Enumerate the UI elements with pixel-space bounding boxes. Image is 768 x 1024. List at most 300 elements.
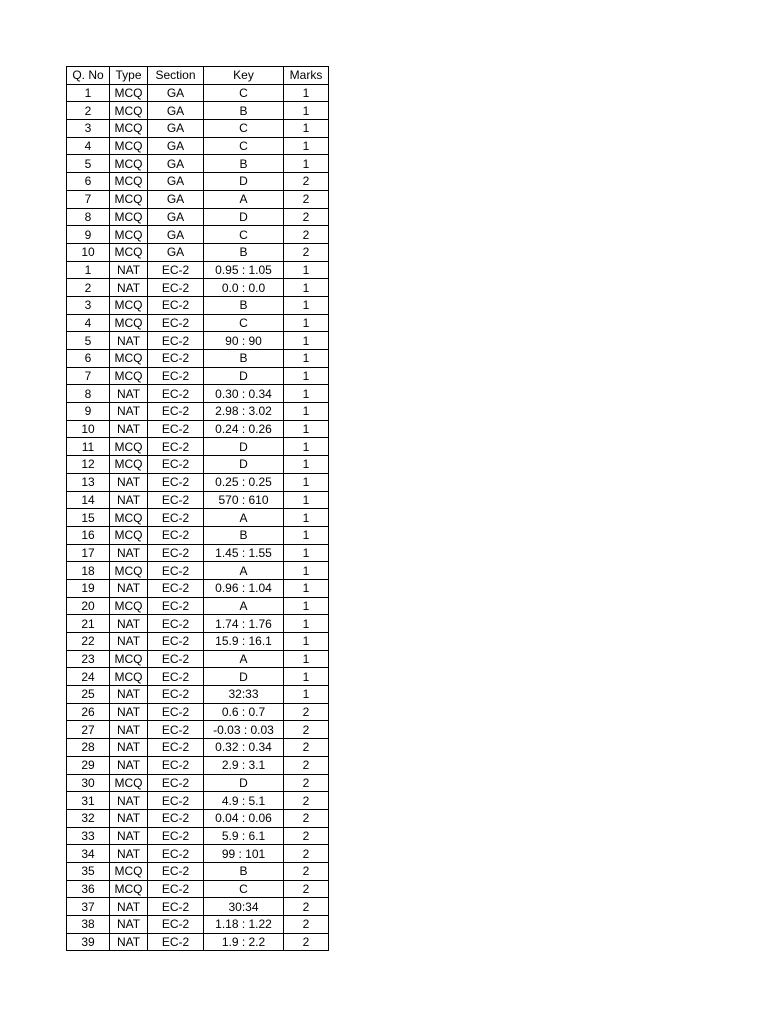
cell-key: 4.9 : 5.1 bbox=[204, 792, 284, 810]
cell-marks: 2 bbox=[284, 739, 329, 757]
cell-qno: 33 bbox=[67, 827, 110, 845]
cell-qno: 16 bbox=[67, 526, 110, 544]
cell-type: MCQ bbox=[110, 102, 148, 120]
table-row bbox=[67, 420, 329, 438]
cell-key: B bbox=[204, 526, 284, 544]
cell-type: MCQ bbox=[110, 226, 148, 244]
cell-type: MCQ bbox=[110, 862, 148, 880]
cell-key: 0.24 : 0.26 bbox=[204, 420, 284, 438]
cell-marks: 1 bbox=[284, 526, 329, 544]
header-type: Type bbox=[110, 67, 148, 85]
cell-key: C bbox=[204, 137, 284, 155]
cell-section: GA bbox=[148, 120, 204, 138]
table-row bbox=[67, 703, 329, 721]
header-qno: Q. No bbox=[67, 67, 110, 85]
cell-section: EC-2 bbox=[148, 827, 204, 845]
table-row bbox=[67, 862, 329, 880]
cell-type: MCQ bbox=[110, 456, 148, 474]
cell-marks: 2 bbox=[284, 226, 329, 244]
table-body bbox=[67, 84, 329, 951]
cell-type: MCQ bbox=[110, 296, 148, 314]
cell-type: NAT bbox=[110, 898, 148, 916]
cell-marks: 2 bbox=[284, 845, 329, 863]
cell-qno: 4 bbox=[67, 137, 110, 155]
cell-type: NAT bbox=[110, 633, 148, 651]
table-row bbox=[67, 579, 329, 597]
table-row bbox=[67, 880, 329, 898]
cell-section: EC-2 bbox=[148, 721, 204, 739]
table-row bbox=[67, 491, 329, 509]
cell-section: EC-2 bbox=[148, 509, 204, 527]
cell-section: EC-2 bbox=[148, 774, 204, 792]
cell-marks: 1 bbox=[284, 650, 329, 668]
cell-marks: 2 bbox=[284, 862, 329, 880]
cell-marks: 1 bbox=[284, 102, 329, 120]
cell-key: 0.6 : 0.7 bbox=[204, 703, 284, 721]
cell-marks: 1 bbox=[284, 296, 329, 314]
cell-type: MCQ bbox=[110, 173, 148, 191]
cell-type: NAT bbox=[110, 756, 148, 774]
cell-qno: 10 bbox=[67, 243, 110, 261]
cell-section: EC-2 bbox=[148, 739, 204, 757]
cell-key: 15.9 : 16.1 bbox=[204, 633, 284, 651]
cell-type: NAT bbox=[110, 261, 148, 279]
cell-section: EC-2 bbox=[148, 809, 204, 827]
cell-key: 1.74 : 1.76 bbox=[204, 615, 284, 633]
table-row bbox=[67, 615, 329, 633]
cell-section: GA bbox=[148, 226, 204, 244]
table-row bbox=[67, 314, 329, 332]
cell-key: D bbox=[204, 456, 284, 474]
cell-section: EC-2 bbox=[148, 350, 204, 368]
cell-marks: 1 bbox=[284, 633, 329, 651]
table-row bbox=[67, 190, 329, 208]
cell-type: NAT bbox=[110, 420, 148, 438]
table-row bbox=[67, 137, 329, 155]
cell-section: EC-2 bbox=[148, 668, 204, 686]
header-key: Key bbox=[204, 67, 284, 85]
cell-section: EC-2 bbox=[148, 862, 204, 880]
cell-qno: 24 bbox=[67, 668, 110, 686]
cell-key: 0.96 : 1.04 bbox=[204, 579, 284, 597]
cell-qno: 39 bbox=[67, 933, 110, 951]
table-row bbox=[67, 792, 329, 810]
table-row bbox=[67, 385, 329, 403]
cell-type: MCQ bbox=[110, 243, 148, 261]
cell-key: D bbox=[204, 438, 284, 456]
cell-type: MCQ bbox=[110, 650, 148, 668]
cell-marks: 1 bbox=[284, 314, 329, 332]
cell-qno: 31 bbox=[67, 792, 110, 810]
cell-type: NAT bbox=[110, 933, 148, 951]
cell-key: A bbox=[204, 597, 284, 615]
cell-key: 0.25 : 0.25 bbox=[204, 473, 284, 491]
cell-marks: 2 bbox=[284, 243, 329, 261]
table-row bbox=[67, 774, 329, 792]
cell-section: EC-2 bbox=[148, 792, 204, 810]
cell-marks: 1 bbox=[284, 403, 329, 421]
cell-marks: 1 bbox=[284, 84, 329, 102]
cell-qno: 9 bbox=[67, 226, 110, 244]
cell-qno: 15 bbox=[67, 509, 110, 527]
cell-marks: 2 bbox=[284, 880, 329, 898]
cell-qno: 6 bbox=[67, 173, 110, 191]
cell-type: NAT bbox=[110, 827, 148, 845]
cell-qno: 10 bbox=[67, 420, 110, 438]
cell-type: MCQ bbox=[110, 562, 148, 580]
table-row bbox=[67, 898, 329, 916]
cell-type: MCQ bbox=[110, 84, 148, 102]
cell-key: 1.9 : 2.2 bbox=[204, 933, 284, 951]
cell-section: EC-2 bbox=[148, 633, 204, 651]
cell-qno: 18 bbox=[67, 562, 110, 580]
cell-type: NAT bbox=[110, 845, 148, 863]
cell-marks: 1 bbox=[284, 597, 329, 615]
cell-key: -0.03 : 0.03 bbox=[204, 721, 284, 739]
table-row bbox=[67, 173, 329, 191]
cell-marks: 2 bbox=[284, 721, 329, 739]
cell-section: GA bbox=[148, 208, 204, 226]
cell-section: EC-2 bbox=[148, 916, 204, 934]
cell-type: NAT bbox=[110, 403, 148, 421]
cell-type: MCQ bbox=[110, 668, 148, 686]
cell-key: C bbox=[204, 226, 284, 244]
cell-marks: 1 bbox=[284, 686, 329, 704]
table-row bbox=[67, 403, 329, 421]
cell-qno: 17 bbox=[67, 544, 110, 562]
table-row bbox=[67, 916, 329, 934]
cell-section: EC-2 bbox=[148, 615, 204, 633]
cell-marks: 1 bbox=[284, 509, 329, 527]
cell-type: NAT bbox=[110, 739, 148, 757]
cell-marks: 1 bbox=[284, 615, 329, 633]
cell-qno: 4 bbox=[67, 314, 110, 332]
table-row bbox=[67, 438, 329, 456]
cell-type: NAT bbox=[110, 615, 148, 633]
cell-key: D bbox=[204, 668, 284, 686]
cell-key: C bbox=[204, 880, 284, 898]
table-row bbox=[67, 933, 329, 951]
cell-marks: 2 bbox=[284, 173, 329, 191]
cell-key: D bbox=[204, 173, 284, 191]
table-row bbox=[67, 827, 329, 845]
header-marks: Marks bbox=[284, 67, 329, 85]
cell-marks: 1 bbox=[284, 668, 329, 686]
cell-section: GA bbox=[148, 84, 204, 102]
table-row bbox=[67, 296, 329, 314]
table-row bbox=[67, 84, 329, 102]
cell-section: EC-2 bbox=[148, 686, 204, 704]
table-row bbox=[67, 509, 329, 527]
cell-key: A bbox=[204, 562, 284, 580]
cell-qno: 11 bbox=[67, 438, 110, 456]
table-row bbox=[67, 102, 329, 120]
cell-qno: 38 bbox=[67, 916, 110, 934]
cell-key: 0.32 : 0.34 bbox=[204, 739, 284, 757]
cell-type: NAT bbox=[110, 332, 148, 350]
cell-type: NAT bbox=[110, 544, 148, 562]
cell-section: GA bbox=[148, 155, 204, 173]
cell-marks: 1 bbox=[284, 137, 329, 155]
table-row bbox=[67, 473, 329, 491]
cell-section: EC-2 bbox=[148, 880, 204, 898]
cell-type: MCQ bbox=[110, 314, 148, 332]
table-row bbox=[67, 350, 329, 368]
table-row bbox=[67, 739, 329, 757]
cell-key: B bbox=[204, 862, 284, 880]
cell-qno: 3 bbox=[67, 296, 110, 314]
cell-qno: 37 bbox=[67, 898, 110, 916]
cell-type: NAT bbox=[110, 809, 148, 827]
cell-type: MCQ bbox=[110, 597, 148, 615]
cell-marks: 2 bbox=[284, 703, 329, 721]
cell-type: NAT bbox=[110, 579, 148, 597]
cell-section: EC-2 bbox=[148, 473, 204, 491]
cell-type: MCQ bbox=[110, 526, 148, 544]
cell-marks: 2 bbox=[284, 916, 329, 934]
cell-key: 0.0 : 0.0 bbox=[204, 279, 284, 297]
cell-type: NAT bbox=[110, 279, 148, 297]
cell-marks: 2 bbox=[284, 774, 329, 792]
cell-section: EC-2 bbox=[148, 597, 204, 615]
cell-qno: 27 bbox=[67, 721, 110, 739]
cell-qno: 5 bbox=[67, 155, 110, 173]
cell-section: EC-2 bbox=[148, 456, 204, 474]
cell-qno: 23 bbox=[67, 650, 110, 668]
cell-section: EC-2 bbox=[148, 526, 204, 544]
cell-qno: 13 bbox=[67, 473, 110, 491]
cell-key: D bbox=[204, 367, 284, 385]
cell-type: MCQ bbox=[110, 880, 148, 898]
cell-qno: 2 bbox=[67, 279, 110, 297]
cell-type: MCQ bbox=[110, 208, 148, 226]
cell-section: EC-2 bbox=[148, 403, 204, 421]
cell-qno: 30 bbox=[67, 774, 110, 792]
cell-section: EC-2 bbox=[148, 845, 204, 863]
cell-type: NAT bbox=[110, 491, 148, 509]
cell-section: EC-2 bbox=[148, 491, 204, 509]
table-row bbox=[67, 721, 329, 739]
cell-key: D bbox=[204, 208, 284, 226]
table-row bbox=[67, 226, 329, 244]
cell-qno: 34 bbox=[67, 845, 110, 863]
cell-marks: 1 bbox=[284, 385, 329, 403]
cell-key: 32:33 bbox=[204, 686, 284, 704]
table-row bbox=[67, 261, 329, 279]
table-row bbox=[67, 526, 329, 544]
cell-section: GA bbox=[148, 137, 204, 155]
cell-key: A bbox=[204, 190, 284, 208]
cell-key: 570 : 610 bbox=[204, 491, 284, 509]
table-row bbox=[67, 367, 329, 385]
table-row bbox=[67, 668, 329, 686]
cell-qno: 36 bbox=[67, 880, 110, 898]
cell-qno: 7 bbox=[67, 367, 110, 385]
cell-type: NAT bbox=[110, 473, 148, 491]
cell-type: NAT bbox=[110, 792, 148, 810]
table-row bbox=[67, 243, 329, 261]
cell-type: MCQ bbox=[110, 438, 148, 456]
cell-qno: 32 bbox=[67, 809, 110, 827]
table-row bbox=[67, 845, 329, 863]
cell-qno: 8 bbox=[67, 385, 110, 403]
cell-qno: 12 bbox=[67, 456, 110, 474]
cell-key: A bbox=[204, 509, 284, 527]
cell-marks: 2 bbox=[284, 756, 329, 774]
table-row bbox=[67, 456, 329, 474]
cell-qno: 29 bbox=[67, 756, 110, 774]
cell-marks: 2 bbox=[284, 190, 329, 208]
cell-section: EC-2 bbox=[148, 314, 204, 332]
cell-section: GA bbox=[148, 243, 204, 261]
table-row bbox=[67, 208, 329, 226]
cell-marks: 1 bbox=[284, 438, 329, 456]
cell-key: C bbox=[204, 84, 284, 102]
cell-section: GA bbox=[148, 102, 204, 120]
table-row bbox=[67, 756, 329, 774]
table-row bbox=[67, 686, 329, 704]
table-row bbox=[67, 155, 329, 173]
cell-qno: 20 bbox=[67, 597, 110, 615]
table-row bbox=[67, 120, 329, 138]
cell-qno: 25 bbox=[67, 686, 110, 704]
cell-qno: 7 bbox=[67, 190, 110, 208]
cell-marks: 1 bbox=[284, 473, 329, 491]
cell-section: EC-2 bbox=[148, 756, 204, 774]
cell-section: GA bbox=[148, 190, 204, 208]
cell-key: 5.9 : 6.1 bbox=[204, 827, 284, 845]
table-row bbox=[67, 633, 329, 651]
cell-section: EC-2 bbox=[148, 438, 204, 456]
cell-marks: 1 bbox=[284, 155, 329, 173]
table-row bbox=[67, 650, 329, 668]
cell-marks: 1 bbox=[284, 456, 329, 474]
cell-section: EC-2 bbox=[148, 579, 204, 597]
table-row bbox=[67, 597, 329, 615]
cell-qno: 2 bbox=[67, 102, 110, 120]
cell-key: B bbox=[204, 350, 284, 368]
cell-qno: 5 bbox=[67, 332, 110, 350]
cell-key: 2.98 : 3.02 bbox=[204, 403, 284, 421]
cell-marks: 2 bbox=[284, 809, 329, 827]
cell-section: EC-2 bbox=[148, 562, 204, 580]
cell-section: GA bbox=[148, 173, 204, 191]
cell-key: 1.45 : 1.55 bbox=[204, 544, 284, 562]
table-row bbox=[67, 809, 329, 827]
cell-type: MCQ bbox=[110, 350, 148, 368]
cell-marks: 1 bbox=[284, 367, 329, 385]
cell-key: B bbox=[204, 296, 284, 314]
cell-qno: 28 bbox=[67, 739, 110, 757]
cell-section: EC-2 bbox=[148, 296, 204, 314]
cell-qno: 8 bbox=[67, 208, 110, 226]
cell-marks: 2 bbox=[284, 898, 329, 916]
cell-marks: 2 bbox=[284, 827, 329, 845]
cell-qno: 1 bbox=[67, 261, 110, 279]
cell-qno: 22 bbox=[67, 633, 110, 651]
cell-type: MCQ bbox=[110, 509, 148, 527]
cell-marks: 1 bbox=[284, 120, 329, 138]
cell-type: MCQ bbox=[110, 155, 148, 173]
cell-marks: 1 bbox=[284, 562, 329, 580]
cell-key: B bbox=[204, 243, 284, 261]
cell-qno: 14 bbox=[67, 491, 110, 509]
cell-key: 2.9 : 3.1 bbox=[204, 756, 284, 774]
cell-section: EC-2 bbox=[148, 261, 204, 279]
cell-type: MCQ bbox=[110, 367, 148, 385]
cell-marks: 1 bbox=[284, 491, 329, 509]
cell-section: EC-2 bbox=[148, 367, 204, 385]
cell-qno: 9 bbox=[67, 403, 110, 421]
cell-key: 0.30 : 0.34 bbox=[204, 385, 284, 403]
cell-type: MCQ bbox=[110, 137, 148, 155]
cell-section: EC-2 bbox=[148, 544, 204, 562]
cell-marks: 1 bbox=[284, 420, 329, 438]
cell-section: EC-2 bbox=[148, 279, 204, 297]
cell-qno: 19 bbox=[67, 579, 110, 597]
cell-qno: 3 bbox=[67, 120, 110, 138]
cell-qno: 21 bbox=[67, 615, 110, 633]
cell-qno: 1 bbox=[67, 84, 110, 102]
cell-key: 1.18 : 1.22 bbox=[204, 916, 284, 934]
table-row bbox=[67, 332, 329, 350]
cell-key: 0.95 : 1.05 bbox=[204, 261, 284, 279]
cell-marks: 1 bbox=[284, 332, 329, 350]
cell-marks: 2 bbox=[284, 792, 329, 810]
cell-section: EC-2 bbox=[148, 650, 204, 668]
cell-marks: 1 bbox=[284, 544, 329, 562]
cell-marks: 2 bbox=[284, 933, 329, 951]
cell-type: NAT bbox=[110, 686, 148, 704]
header-section: Section bbox=[148, 67, 204, 85]
answer-key-table bbox=[66, 66, 329, 951]
table-row bbox=[67, 279, 329, 297]
cell-qno: 26 bbox=[67, 703, 110, 721]
cell-key: 90 : 90 bbox=[204, 332, 284, 350]
cell-qno: 35 bbox=[67, 862, 110, 880]
cell-type: MCQ bbox=[110, 774, 148, 792]
cell-type: MCQ bbox=[110, 120, 148, 138]
cell-section: EC-2 bbox=[148, 420, 204, 438]
cell-marks: 1 bbox=[284, 261, 329, 279]
cell-key: 0.04 : 0.06 bbox=[204, 809, 284, 827]
cell-marks: 1 bbox=[284, 350, 329, 368]
cell-type: NAT bbox=[110, 703, 148, 721]
cell-section: EC-2 bbox=[148, 898, 204, 916]
table-row bbox=[67, 544, 329, 562]
cell-type: MCQ bbox=[110, 190, 148, 208]
cell-key: 99 : 101 bbox=[204, 845, 284, 863]
cell-section: EC-2 bbox=[148, 933, 204, 951]
cell-key: C bbox=[204, 314, 284, 332]
cell-marks: 1 bbox=[284, 579, 329, 597]
cell-qno: 6 bbox=[67, 350, 110, 368]
cell-marks: 1 bbox=[284, 279, 329, 297]
cell-section: EC-2 bbox=[148, 385, 204, 403]
cell-type: NAT bbox=[110, 385, 148, 403]
cell-key: C bbox=[204, 120, 284, 138]
cell-marks: 2 bbox=[284, 208, 329, 226]
cell-section: EC-2 bbox=[148, 703, 204, 721]
table-header-row bbox=[67, 67, 329, 85]
cell-key: A bbox=[204, 650, 284, 668]
cell-key: B bbox=[204, 155, 284, 173]
cell-type: NAT bbox=[110, 916, 148, 934]
cell-type: NAT bbox=[110, 721, 148, 739]
cell-key: 30:34 bbox=[204, 898, 284, 916]
cell-key: D bbox=[204, 774, 284, 792]
cell-key: B bbox=[204, 102, 284, 120]
